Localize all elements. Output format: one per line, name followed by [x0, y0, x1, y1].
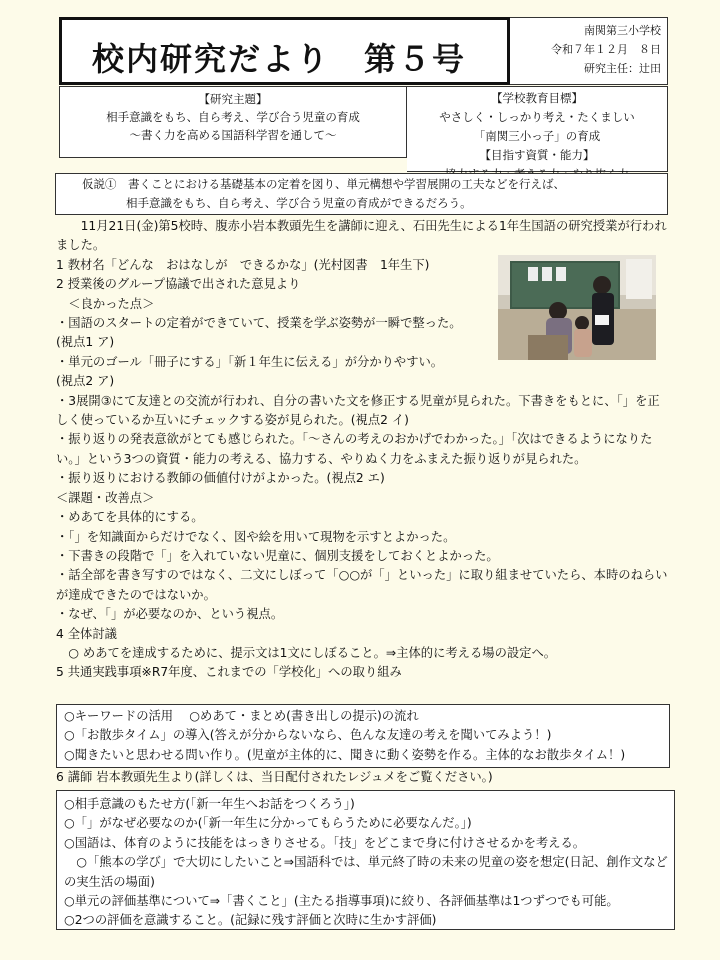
- good-point-3: ・3展開③にて友達との交流が行われ、自分の書いた文を修正する児童が見られた。下書きをもとに、「」を正しく使っているか互いにチェックする姿が見られた。(視点2 イ): [56, 393, 660, 428]
- practice-item-3: ○聞きたいと思わせる問い作り。(児童が主体的に、聞きに動く姿勢を作る。主体的なお散歩タイム！): [64, 747, 626, 762]
- school-goals-box: [407, 86, 668, 172]
- issue-3: ・下書きの段階で「」を入れていない児童に、個別支援をしておくとよかった。: [56, 548, 499, 563]
- issue-5: ・なぜ、「」が必要なのか、という視点。: [56, 607, 284, 622]
- lecturer-note-4: ○「熊本の学び」で大切にしたいこと⇒国語科では、単元終了時の未来の児童の姿を想定(日記、創作文などの実生活の場面): [64, 855, 668, 889]
- school-name: 南関第三小学校: [584, 24, 661, 37]
- issue-date: 令和７年１２月 ８日: [551, 43, 661, 56]
- good-points-heading: ＜良かった点＞: [56, 296, 155, 311]
- hypothesis-line-2: 相手意識をもち、自ら考え、学び合う児童の育成ができるだろう。: [126, 196, 472, 210]
- practice-item-1: ○キーワードの活用 ○めあて・まとめ(書き出しの提示)の流れ: [64, 709, 419, 723]
- hypothesis-box: [55, 173, 668, 215]
- section-2: 2 授業後のグループ協議で出された意見より: [56, 277, 301, 292]
- issues-heading: ＜課題・改善点＞: [56, 490, 155, 505]
- goal-line-2: 「南関三小っ子」の育成: [473, 129, 601, 143]
- section-4-text: ○ めあてを達成するために、提示文は1文にしぼること。⇒主体的に考える場の設定へ。: [56, 645, 557, 660]
- report-body: [56, 217, 670, 683]
- section-5: 5 共通実践事項※R7年度、これまでの「学校化」への取り組み: [56, 665, 402, 680]
- good-point-4: ・振り返りの発表意欲がとても感じられた。「～さんの考えのおかげでわかった。」「次はできるようになりたい。」という3つの資質・能力の考える、協力する、やりぬく力をふまえた振り返りが見られた。: [56, 432, 653, 466]
- school-info-box: [510, 17, 668, 85]
- hypothesis-line-1: 仮説① 書くことにおける基礎基本の定着を図り、単元構想や学習展開の工夫などを行えば、: [82, 177, 565, 191]
- practice-item-2: ○「お散歩タイム」の導入(答えが分からないなら、色んな友達の考えを聞いてみよう！): [64, 728, 552, 743]
- ability-heading: 【目指す資質・能力】: [479, 148, 595, 162]
- theme-line-1: 相手意識をもち、自ら考え、学び合う児童の育成: [106, 110, 360, 124]
- section-6: 6 講師 岩本教頭先生より(詳しくは、当日配付されたレジュメをご覧ください。): [56, 770, 493, 784]
- newsletter-title: 校内研究だより 第５号: [92, 40, 467, 78]
- lecturer-note-1: ○相手意識のもたせ方(「新一年生へお話をつくろう」): [64, 797, 355, 811]
- issue-4: ・話全部を書き写すのではなく、二文にしぼって「○○が「」といった」に取り組ませていたら、本時のねらいが達成できたのではないか。: [56, 568, 668, 602]
- research-theme-box: [59, 86, 407, 158]
- section-1: 1 教材名「どんな おはなしが できるかな」(光村図書 1年生下): [56, 257, 430, 272]
- good-point-2-view: (視点2 ア): [56, 374, 115, 389]
- lecturer-note-5: ○単元の評価基準について⇒「書くこと」(主たる指導事項)に絞り、各評価基準は1つずつでも可能。: [64, 894, 619, 909]
- goal-heading: 【学校教育目標】: [491, 91, 583, 105]
- intro-paragraph: 11月21日(金)第5校時、腹赤小岩本教頭先生を講師に迎え、石田先生による1年生国語の研究授業が行われました。: [56, 219, 667, 253]
- title-box: [59, 17, 510, 85]
- theme-heading: 【研究主題】: [198, 92, 268, 106]
- lecturer-note-3: ○国語は、体育のように技能をはっきりさせる。「技」をどこまで身に付けさせるかを考える。: [64, 835, 586, 850]
- good-point-5: ・振り返りにおける教師の価値付けがよかった。(視点2 エ): [56, 471, 385, 486]
- goal-line-1: やさしく・しっかり考え・たくましい: [439, 110, 635, 124]
- good-point-1: ・国語のスタートの定着ができていて、授業を学ぶ姿勢が一瞬で整った。: [56, 316, 462, 331]
- theme-line-2: ～書く力を高める国語科学習を通して～: [129, 128, 337, 142]
- section-4: 4 全体討議: [56, 626, 117, 641]
- good-point-1-view: (視点1 ア): [56, 335, 115, 350]
- issue-2: ・「」を知識面からだけでなく、図や絵を用いて現物を示すとよかった。: [56, 529, 456, 544]
- research-director: 研究主任：辻田: [584, 62, 661, 75]
- issue-1: ・めあてを具体的にする。: [56, 510, 204, 525]
- common-practice-box: [56, 704, 670, 768]
- lecturer-note-2: ○「」がなぜ必要なのか(「新一年生に分かってもらうために必要なんだ。」): [64, 816, 472, 831]
- lecturer-note-6: ○2つの評価を意識すること。(記録に残す評価と次時に生かす評価): [64, 913, 437, 928]
- lecturer-notes-box: [56, 790, 675, 930]
- good-point-2: ・単元のゴール「冊子にする」「新１年生に伝える」が分かりやすい。: [56, 354, 444, 369]
